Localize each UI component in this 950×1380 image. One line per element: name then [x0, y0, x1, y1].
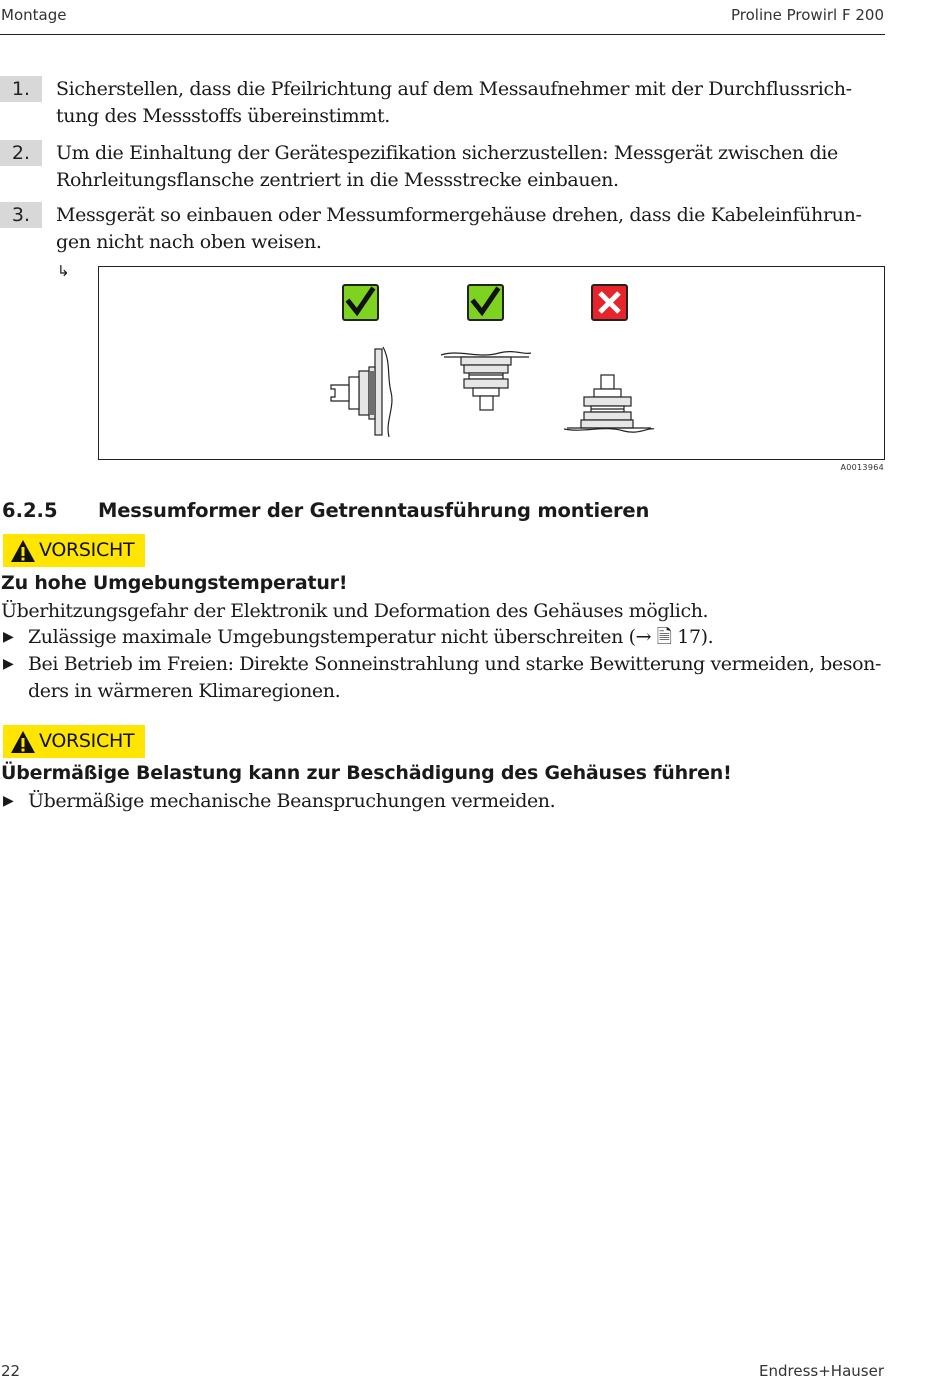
sensor-up-drawing [564, 375, 654, 432]
caution-badge [3, 725, 145, 758]
step-number: 3. [0, 202, 42, 228]
caution-text: Überhitzungsgefahr der Elektronik und Deformation des Gehäuses möglich. [1, 600, 709, 622]
step-1 [0, 76, 885, 129]
result-arrow-icon: ↳ [57, 262, 70, 280]
bullet-triangle-icon: ▶ [3, 793, 14, 809]
footer-brand: Endress+Hauser [759, 1362, 884, 1380]
step-text: Messgerät so einbauen oder Messumformergehäuse drehen, dass die Kabeleinführun-gen nicht nach oben weisen. [56, 204, 862, 253]
step-text: Um die Einhaltung der Gerätespezifikation sicherzustellen: Messgerät zwischen die Rohrleitungsflansche zentriert in die Messstrecke einbauen. [56, 142, 838, 191]
cross-icon [592, 285, 627, 320]
caution-label: VORSICHT [39, 730, 135, 752]
caution-heading: Zu hohe Umgebungstemperatur! [1, 572, 348, 594]
bullet-triangle-icon: ▶ [3, 629, 14, 645]
step-number: 2. [0, 140, 42, 166]
caution-badge [3, 534, 145, 567]
sensor-down-drawing [441, 352, 531, 410]
header-rule [0, 34, 885, 35]
caution-label: VORSICHT [39, 539, 135, 561]
bullet-triangle-icon: ▶ [3, 656, 14, 672]
bullet-item [0, 788, 885, 815]
check-icon [343, 285, 378, 320]
warning-icon [10, 730, 36, 754]
bullet-text: Bei Betrieb im Freien: Direkte Sonneinstrahlung und starke Bewitterung vermeiden, beson-ders in wärmeren Klimaregionen. [28, 653, 882, 702]
step-2 [0, 140, 885, 193]
header-section: Montage [1, 6, 67, 24]
bullet-item [0, 651, 885, 704]
warning-icon [10, 539, 36, 563]
step-text: Sicherstellen, dass die Pfeilrichtung auf dem Messaufnehmer mit der Durchflussrich-tung des Messstoffs übereinstimmt. [56, 78, 852, 127]
bullet-item [0, 624, 885, 651]
bullet-text: Zulässige maximale Umgebungstemperatur nicht überschreiten (→ 🗎 17). [28, 626, 714, 648]
step-3 [0, 202, 885, 255]
section-title: Messumformer der Getrenntausführung montieren [98, 499, 650, 522]
sensor-side-drawing [331, 347, 392, 437]
bullet-text: Übermäßige mechanische Beanspruchungen vermeiden. [28, 790, 556, 812]
check-icon [468, 285, 503, 320]
step-number: 1. [0, 76, 42, 102]
figure-id: A0013964 [840, 463, 884, 472]
installation-figure [98, 266, 885, 460]
section-number: 6.2.5 [2, 499, 58, 522]
page-number: 22 [1, 1362, 21, 1380]
caution-heading: Übermäßige Belastung kann zur Beschädigung des Gehäuses führen! [1, 762, 732, 784]
header-product: Proline Prowirl F 200 [731, 6, 884, 24]
